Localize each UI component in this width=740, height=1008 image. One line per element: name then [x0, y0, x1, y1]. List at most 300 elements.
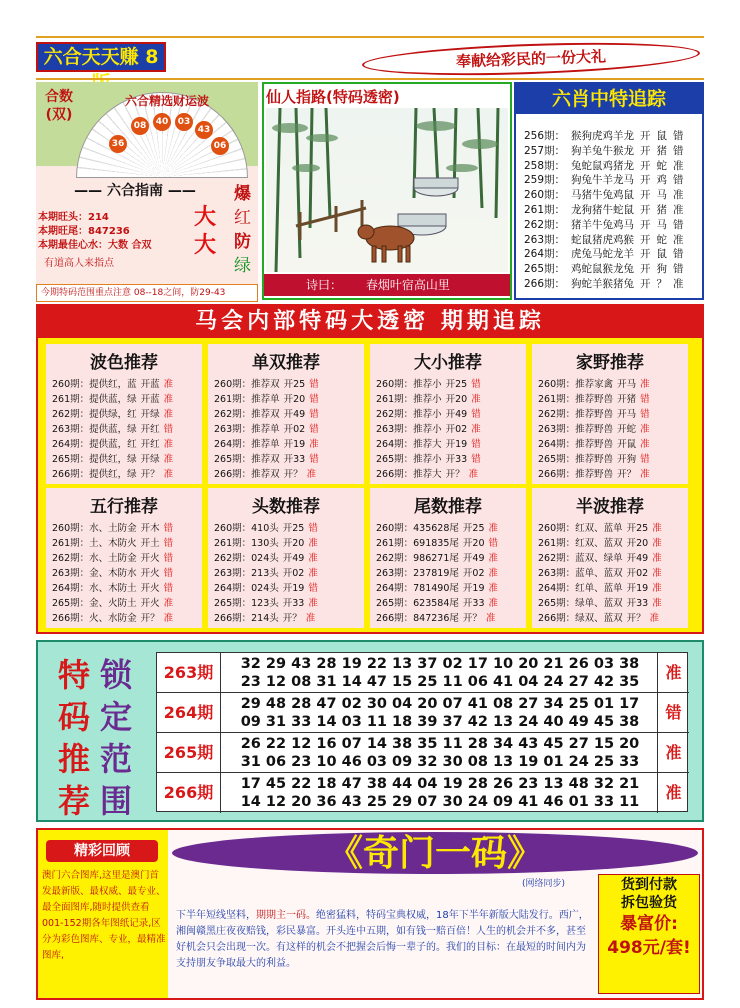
card-row	[376, 451, 481, 465]
recommend-card	[46, 344, 202, 484]
card-row	[376, 406, 481, 420]
card-row	[52, 610, 173, 624]
info-value: 847236	[88, 226, 130, 237]
card-row-result: 准	[488, 598, 499, 609]
card-row-result: 准	[308, 553, 318, 564]
card-row-pick: 262期：推荐野兽	[538, 409, 614, 420]
card-row-open: 开25	[283, 379, 306, 390]
card-row-open: 开33	[445, 454, 468, 465]
card-row-pick: 260期：410头	[214, 523, 279, 534]
card-row-open: 开20	[462, 538, 485, 549]
card-row-result: 准	[163, 454, 174, 465]
promo-part: 绝密猛料，特码宝典权威，18年下半年新版大陆发行。西广，湘闽赣黑庄夜夜赔钱，彩民暴富。开头连中五期，如有钱一赔百倍！人生的机会并不多，甚至好机会只会出现一次。有这样的机会不把握会后悔一辈子的。我们的目标：在最短的时间内为支持朋友争取最大的利益。	[176, 910, 589, 969]
card-row-open: 开49	[445, 409, 468, 420]
track-period: 261期：	[524, 204, 566, 216]
net-sync-label: (网络同步)	[522, 879, 566, 889]
card-row-result: 准	[649, 613, 660, 624]
card-row-pick: 266期：提供红，绿	[52, 469, 137, 480]
hint-text: 有道高人来指点	[44, 258, 114, 269]
card-row-open: 开马	[617, 379, 637, 390]
card-row	[214, 436, 319, 450]
card-row-open: 开狗	[617, 454, 637, 465]
track-open: 开	[640, 189, 651, 202]
card-row-open: 开02	[462, 568, 485, 579]
card-row-pick: 261期：提供蓝，绿	[52, 394, 137, 405]
track-period: 259期：	[524, 174, 566, 187]
card-row-pick: 261期：推荐野兽	[538, 394, 614, 405]
card-row-open: 开49	[282, 553, 305, 564]
lock-row	[157, 773, 689, 813]
card-row-open: 开25	[626, 523, 649, 534]
card-row-result: 错	[640, 409, 650, 420]
recommend-card	[208, 488, 364, 628]
card-row-open: 开绿	[140, 409, 160, 420]
lock-numbers	[225, 775, 655, 811]
lock-numbers-line: 09 31 33 14 03 11 18 39 37 42 13 24 40 49 45 38	[240, 714, 640, 730]
lock-char-right: 定	[100, 698, 133, 736]
card-row-open: 开33	[462, 598, 485, 609]
fan-ball: 06	[211, 137, 229, 155]
bao-char: 红	[234, 208, 251, 228]
track-period: 256期：	[524, 130, 566, 142]
card-row-open: 开49	[626, 553, 649, 564]
card-row	[52, 421, 173, 435]
card-row-pick: 263期：推荐小	[376, 424, 442, 435]
info-value: 214	[88, 212, 109, 223]
card-row-pick: 260期：水、土防金	[52, 523, 137, 534]
card-row-pick: 265期：推荐野兽	[538, 454, 614, 465]
track-open: 开	[640, 130, 651, 142]
track-row	[524, 128, 684, 143]
card-row-pick: 261期：土、木防火	[52, 538, 137, 549]
track-zodiacs: 马猪牛兔鸡鼠	[571, 189, 635, 202]
card-row-pick: 262期：024头	[214, 553, 279, 564]
track-open: 开	[640, 218, 651, 231]
card-row-result: 错	[309, 394, 319, 405]
qimen-title: 《奇门一码》	[172, 832, 698, 874]
bamboo-ox-illustration	[266, 108, 508, 272]
fan-ball: 08	[131, 117, 149, 135]
card-row-open: 开25	[445, 379, 468, 390]
track-period: 265期：	[524, 263, 566, 276]
card-row-pick: 261期：推荐小	[376, 394, 442, 405]
track-open: 开	[640, 159, 651, 172]
card-row	[214, 610, 315, 624]
track-row	[524, 187, 684, 202]
card-row-open: 开火	[140, 583, 160, 594]
card-row	[52, 520, 173, 534]
middle-title: 仙人指路(特码透密)	[266, 88, 400, 106]
card-row	[538, 520, 662, 534]
card-row-result: 错	[640, 454, 650, 465]
card-row-open: 开02	[626, 568, 649, 579]
card-row-pick: 263期：213头	[214, 568, 279, 579]
lock-result: 准	[657, 773, 689, 813]
card-row-result: 准	[652, 598, 662, 609]
poem-bar	[264, 274, 510, 296]
lock-numbers-line: 32 29 43 28 19 22 13 37 02 17 10 20 21 26 03 38	[240, 656, 640, 672]
card-row-open: 开33	[283, 454, 306, 465]
fan-ball: 36	[109, 135, 127, 153]
lock-char-left: 荐	[58, 782, 91, 820]
track-period: 266期：	[524, 278, 566, 290]
track-period: 264期：	[524, 248, 566, 261]
card-row-pick: 262期：蓝双、绿单	[538, 553, 623, 564]
lock-char-right: 锁	[100, 656, 133, 694]
card-row-result: 准	[640, 439, 650, 450]
card-row-open: 开25	[282, 523, 305, 534]
card-row-pick: 264期：024头	[214, 583, 279, 594]
card-row-pick: 266期：214头	[214, 613, 279, 624]
card-row-result: 准	[163, 394, 174, 405]
card-row	[52, 406, 173, 420]
card-row-result: 错	[309, 424, 319, 435]
track-period: 258期：	[524, 159, 566, 172]
card-row-pick: 260期：推荐双	[214, 379, 280, 390]
card-row-result: 准	[488, 553, 499, 564]
card-row-open: 开？	[445, 469, 465, 480]
card-row-open: 开19	[283, 439, 306, 450]
price-label	[600, 912, 698, 960]
card-row-pick: 260期：提供红，蓝	[52, 379, 137, 390]
card-row-result: 准	[488, 583, 499, 594]
lock-numbers-line: 14 12 20 36 43 25 29 07 30 24 09 41 46 01 33 11	[240, 794, 640, 810]
info-label: 本期旺头：	[38, 212, 88, 223]
track-result: 准	[673, 204, 684, 216]
card-row	[214, 520, 318, 534]
card-row-pick: 262期：水、土防金	[52, 553, 137, 564]
lock-period: 265期	[157, 733, 221, 773]
card-title: 大小推荐	[414, 353, 482, 373]
card-row-pick: 262期：986271尾	[376, 553, 459, 564]
track-zodiacs: 虎兔马蛇龙羊	[571, 248, 635, 261]
card-row-pick: 264期：781490尾	[376, 583, 459, 594]
card-row-result: 错	[488, 538, 499, 549]
card-row-pick: 265期：绿单、蓝双	[538, 598, 623, 609]
card-row-pick: 264期：提供蓝，红	[52, 439, 137, 450]
card-row	[376, 610, 495, 624]
card-row-pick: 265期：推荐双	[214, 454, 280, 465]
card-row	[214, 550, 318, 564]
card-row-result: 准	[163, 439, 174, 450]
card-row	[538, 580, 662, 594]
card-row-result: 准	[306, 469, 317, 480]
card-title: 五行推荐	[90, 497, 158, 517]
card-row-result: 准	[471, 424, 481, 435]
card-row-result: 准	[652, 568, 662, 579]
card-row-pick: 261期：130头	[214, 538, 279, 549]
card-row-pick: 263期：推荐野兽	[538, 424, 614, 435]
track-zodiacs: 兔蛇鼠鸡猪龙	[571, 159, 635, 172]
card-row-open: 开蓝	[140, 379, 160, 390]
card-row-open: 开？	[140, 469, 160, 480]
lock-row	[157, 653, 689, 693]
lock-char-left: 特	[58, 656, 91, 694]
recommend-card	[532, 488, 688, 628]
card-row-result: 准	[640, 424, 650, 435]
card-row	[376, 550, 498, 564]
track-zodiacs: 狗兔牛羊龙马	[571, 174, 635, 187]
track-result: 准	[673, 189, 684, 202]
card-row-pick: 263期：推荐单	[214, 424, 280, 435]
card-row-result: 准	[163, 598, 174, 609]
card-row-pick: 264期：红单、蓝单	[538, 583, 623, 594]
card-row-result: 准	[308, 538, 318, 549]
card-row-result: 准	[488, 523, 499, 534]
track-result: 准	[673, 233, 684, 246]
card-row-pick: 263期：237819尾	[376, 568, 459, 579]
card-row-open: 开？	[282, 613, 302, 624]
header-divider	[36, 78, 704, 80]
card-row	[214, 391, 319, 405]
card-row	[214, 466, 316, 480]
illustration-svg	[266, 108, 508, 272]
card-row-result: 错	[640, 394, 650, 405]
card-row-open: 开02	[445, 424, 468, 435]
card-row-open: 开49	[283, 409, 306, 420]
track-period: 260期：	[524, 189, 566, 202]
lock-table	[156, 652, 688, 812]
card-row	[376, 535, 498, 549]
card-title: 头数推荐	[252, 497, 320, 517]
card-row-open: 开木	[140, 523, 160, 534]
card-title: 家野推荐	[576, 353, 644, 373]
card-row-pick: 265期：金、火防土	[52, 598, 137, 609]
card-row	[376, 421, 481, 435]
card-row-open: 开02	[283, 424, 306, 435]
card-row	[214, 376, 319, 390]
review-text: 澳门六合图库,这里是澳门首发最新版、最权威、最专业、最全面图库,随时提供查看001-152期各年图纸记录,区分为彩色图库、专业，最精准图库,	[42, 870, 166, 961]
card-row-pick: 266期：847236尾	[376, 613, 459, 624]
lock-char-left: 推	[58, 740, 91, 778]
card-title: 波色推荐	[90, 353, 158, 373]
card-row-open: 开蛇	[617, 424, 637, 435]
card-row	[214, 535, 318, 549]
brand-title: 六合天天赚 8	[36, 42, 166, 72]
track-answer: 鼠	[656, 130, 668, 142]
poem-label: 诗曰：	[306, 278, 343, 292]
card-row-open: 开？	[617, 469, 637, 480]
lock-period: 264期	[157, 693, 221, 733]
card-row	[52, 466, 173, 480]
card-row	[538, 406, 650, 420]
lock-numbers-line: 26 22 12 16 07 14 38 35 11 28 34 43 45 27 15 20	[240, 736, 640, 752]
card-row-result: 错	[163, 583, 174, 594]
track-zodiacs: 猴狗虎鸡羊龙	[571, 130, 635, 142]
card-row	[538, 535, 662, 549]
card-row-result: 错	[308, 523, 318, 534]
info-line-best	[38, 236, 151, 251]
card-row-result: 准	[163, 469, 174, 480]
card-row	[538, 610, 659, 624]
card-row-open: 开火	[140, 598, 160, 609]
promo-highlight: 期期主一码。	[256, 910, 316, 921]
card-row-pick: 266期：推荐野兽	[538, 469, 614, 480]
track-result: 错	[673, 263, 684, 276]
card-row-open: 开蓝	[140, 394, 160, 405]
card-row-pick: 261期：红双、蓝双	[538, 538, 623, 549]
fan-ball: 03	[175, 113, 193, 131]
track-period: 262期：	[524, 218, 566, 231]
card-row-pick: 266期：推荐双	[214, 469, 280, 480]
track-result: 准	[673, 278, 684, 290]
card-row-pick: 264期：推荐单	[214, 439, 280, 450]
card-row-open: 开33	[626, 598, 649, 609]
price-line: 498元/套!	[607, 938, 691, 958]
track-row	[524, 261, 684, 276]
card-row-open: 开25	[462, 523, 485, 534]
card-row-result: 错	[471, 454, 481, 465]
card-row-open: 开马	[617, 409, 637, 420]
recommend-card	[370, 344, 526, 484]
zhinan-text: 六合指南	[107, 183, 163, 199]
track-answer: 鸡	[656, 174, 668, 187]
card-row-open: 开火	[140, 553, 160, 564]
card-row	[538, 436, 650, 450]
track-row	[524, 217, 684, 232]
lock-result: 准	[657, 653, 689, 693]
track-answer: 狗	[656, 263, 668, 276]
card-row-open: 开20	[283, 394, 306, 405]
card-row-result: 错	[309, 454, 319, 465]
card-row-open: 开02	[282, 568, 305, 579]
card-row	[538, 595, 662, 609]
card-row-result: 错	[309, 379, 319, 390]
card-row-open: 开绿	[140, 454, 160, 465]
card-row-result: 错	[163, 424, 174, 435]
card-row-result: 准	[652, 553, 662, 564]
track-open: 开	[640, 144, 651, 157]
card-row-pick: 262期：推荐双	[214, 409, 280, 420]
track-open: 开	[640, 233, 651, 246]
bao-char: 防	[234, 232, 251, 252]
card-row-pick: 260期：推荐家禽	[538, 379, 614, 390]
card-row-result: 错	[471, 439, 481, 450]
lock-char-left: 码	[58, 698, 91, 736]
card-row	[214, 580, 318, 594]
card-row	[52, 436, 173, 450]
card-row-result: 准	[488, 568, 499, 579]
track-result: 错	[673, 130, 684, 142]
card-row	[376, 391, 481, 405]
card-row-pick: 265期：推荐小	[376, 454, 442, 465]
info-line-head	[38, 208, 109, 223]
card-row-pick: 264期：推荐野兽	[538, 439, 614, 450]
lock-period: 263期	[157, 653, 221, 693]
card-row	[214, 565, 318, 579]
info-label: 本期最佳心水：	[38, 240, 108, 251]
track-zodiacs: 猪羊牛兔鸡马	[571, 218, 635, 231]
pay-line: 货到付款	[621, 877, 677, 893]
track-answer: ？	[656, 278, 668, 290]
card-row-open: 开19	[626, 583, 649, 594]
review-title: 精彩回顾	[46, 840, 158, 862]
card-row-open: 开猪	[617, 394, 637, 405]
fan-ball: 43	[195, 121, 213, 139]
card-row-result: 准	[485, 613, 496, 624]
card-row-pick: 260期：435628尾	[376, 523, 459, 534]
card-title: 单双推荐	[252, 353, 320, 373]
range-note: 今期特码范围重点注意 08--18之间，防29-43	[36, 284, 258, 302]
card-row-pick: 266期：绿双、蓝双	[538, 613, 623, 624]
track-row	[524, 246, 684, 261]
card-row-pick: 261期：691835尾	[376, 538, 459, 549]
track-result: 错	[673, 174, 684, 187]
card-row-result: 准	[640, 379, 650, 390]
promo-text	[176, 908, 594, 972]
heshu-label: 合数(双)	[45, 89, 73, 123]
card-row-pick: 260期：红双、蓝单	[538, 523, 623, 534]
slogan-banner: 奉献给彩民的一份大礼	[362, 38, 701, 80]
track-row	[524, 172, 684, 187]
track-open: 开	[640, 278, 651, 290]
lock-char-right: 围	[100, 782, 133, 820]
lock-row	[157, 693, 689, 733]
lock-numbers-line: 23 12 08 31 14 47 15 25 11 06 41 04 24 27 42 35	[240, 674, 640, 690]
bao-char: 绿	[234, 256, 251, 276]
card-row-open: 开红	[140, 439, 160, 450]
card-row	[52, 580, 173, 594]
track-answer: 鼠	[656, 248, 668, 261]
zhinan-heading: —— 六合指南 ——	[74, 183, 196, 199]
track-open: 开	[640, 174, 651, 187]
card-row	[376, 520, 498, 534]
bao-column	[234, 182, 256, 278]
track-result: 错	[673, 144, 684, 157]
card-row	[52, 535, 173, 549]
lock-numbers	[225, 695, 655, 731]
card-row-pick: 263期：蓝单、蓝双	[538, 568, 623, 579]
card-row-open: 开19	[462, 583, 485, 594]
card-row	[376, 565, 498, 579]
card-row-pick: 266期：火、水防金	[52, 613, 137, 624]
recommend-card	[370, 488, 526, 628]
lock-result: 准	[657, 733, 689, 773]
card-row-open: 开？	[283, 469, 303, 480]
top-divider	[36, 36, 704, 38]
card-row	[538, 451, 650, 465]
card-row-pick: 263期：金、木防水	[52, 568, 137, 579]
card-row	[214, 451, 319, 465]
card-row-result: 错	[471, 409, 481, 420]
card-row-pick: 264期：推荐大	[376, 439, 442, 450]
track-answer: 猪	[656, 144, 668, 157]
card-row-pick: 261期：推荐单	[214, 394, 280, 405]
track-zodiacs: 鸡蛇鼠猴龙兔	[571, 263, 635, 276]
card-row-result: 准	[163, 379, 174, 390]
card-row-result: 准	[308, 598, 318, 609]
track-period: 257期：	[524, 144, 566, 157]
track-result: 错	[673, 248, 684, 261]
card-row-result: 准	[163, 613, 174, 624]
track-row	[524, 276, 684, 291]
card-row	[214, 406, 319, 420]
card-row-result: 错	[163, 568, 174, 579]
card-row	[376, 466, 478, 480]
lock-result: 错	[657, 693, 689, 733]
track-answer: 猪	[656, 204, 668, 216]
track-open: 开	[640, 248, 651, 261]
card-row-pick: 260期：推荐小	[376, 379, 442, 390]
card-row-open: 开鼠	[617, 439, 637, 450]
card-row-result: 准	[652, 583, 662, 594]
card-row-result: 错	[163, 523, 174, 534]
card-row-pick: 263期：提供蓝，绿	[52, 424, 137, 435]
card-row-result: 错	[163, 538, 174, 549]
card-row-result: 准	[309, 439, 319, 450]
card-row-result: 错	[163, 553, 174, 564]
card-row	[52, 376, 173, 390]
